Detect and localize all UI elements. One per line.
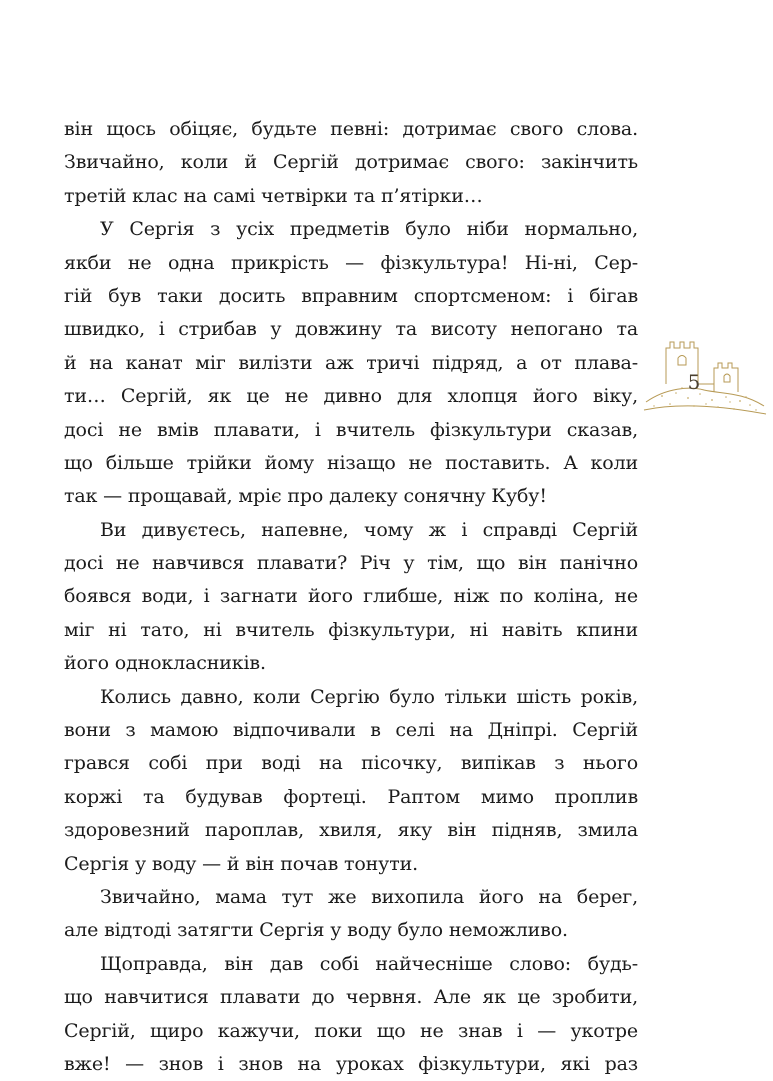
page-number: 5	[687, 370, 701, 394]
text-line: здоровезний пароплав, хвиля, яку він підняв, змила	[64, 819, 638, 842]
text-line: боявся води, і загнати його глибше, ніж по коліна, не	[64, 585, 638, 608]
text-line: ти… Сергій, як це не дивно для хлопця його віку,	[64, 385, 638, 408]
text-line: Сергій, щиро кажучи, поки що не знав і — укотре	[64, 1019, 638, 1042]
text-line: Звичайно, мама тут же вихопила його на берег,	[100, 885, 638, 908]
text-line: Щоправда, він дав собі найчесніше слово: будь-	[100, 952, 638, 975]
text-line: що навчитися плавати до червня. Але як це зробити,	[64, 986, 638, 1009]
text-line: й на канат міг вилізти аж тричі підряд, а от плава-	[64, 351, 638, 374]
text-line: У Сергія з усіх предметів було ніби нормально,	[100, 218, 638, 241]
text-line: вони з мамою відпочивали в селі на Дніпрі. Сергій	[64, 719, 638, 742]
text-line: досі не навчився плавати? Річ у тім, що він панічно	[64, 552, 638, 575]
text-line: Колись давно, коли Сергію було тільки шість років,	[100, 685, 638, 708]
page-body-text	[64, 113, 638, 1081]
text-line: гій був таки досить вправним спортсменом: і бігав	[64, 284, 638, 307]
text-line: вже! — знов і знов на уроках фізкультури, які раз	[64, 1052, 638, 1075]
text-line: Ви дивуєтесь, напевне, чому ж і справді Сергій	[100, 518, 638, 541]
text-line: Сергія у воду — й він почав тонути.	[64, 852, 418, 875]
text-line: Звичайно, коли й Сергій дотримає свого: закінчить	[64, 151, 638, 174]
text-line: але відтоді затягти Сергія у воду було неможливо.	[64, 919, 568, 942]
text-line: третій клас на самі четвірки та п’ятірки…	[64, 184, 483, 207]
text-line: швидко, і стрибав у довжину та висоту непогано та	[64, 318, 638, 341]
text-line: він щось обіцяє, будьте певні: дотримає свого слова.	[64, 118, 638, 140]
text-line: якби не одна прикрість — фізкультура! Ні-ні, Сер-	[64, 251, 638, 274]
text-line: досі не вмів плавати, і вчитель фізкультури сказав,	[64, 418, 638, 441]
text-line: так — прощавай, мріє про далеку сонячну Кубу!	[64, 485, 547, 508]
sandcastle-illustration	[642, 330, 768, 422]
text-line: грався собі при воді на пісочку, випікав з нього	[64, 752, 638, 775]
text-line: коржі та будував фортеці. Раптом мимо проплив	[64, 785, 638, 808]
text-line: міг ні тато, ні вчитель фізкультури, ні навіть кпини	[64, 618, 638, 641]
text-line: що більше трійки йому нізащо не поставить. А коли	[64, 451, 638, 474]
text-line: його однокласників.	[64, 652, 266, 675]
